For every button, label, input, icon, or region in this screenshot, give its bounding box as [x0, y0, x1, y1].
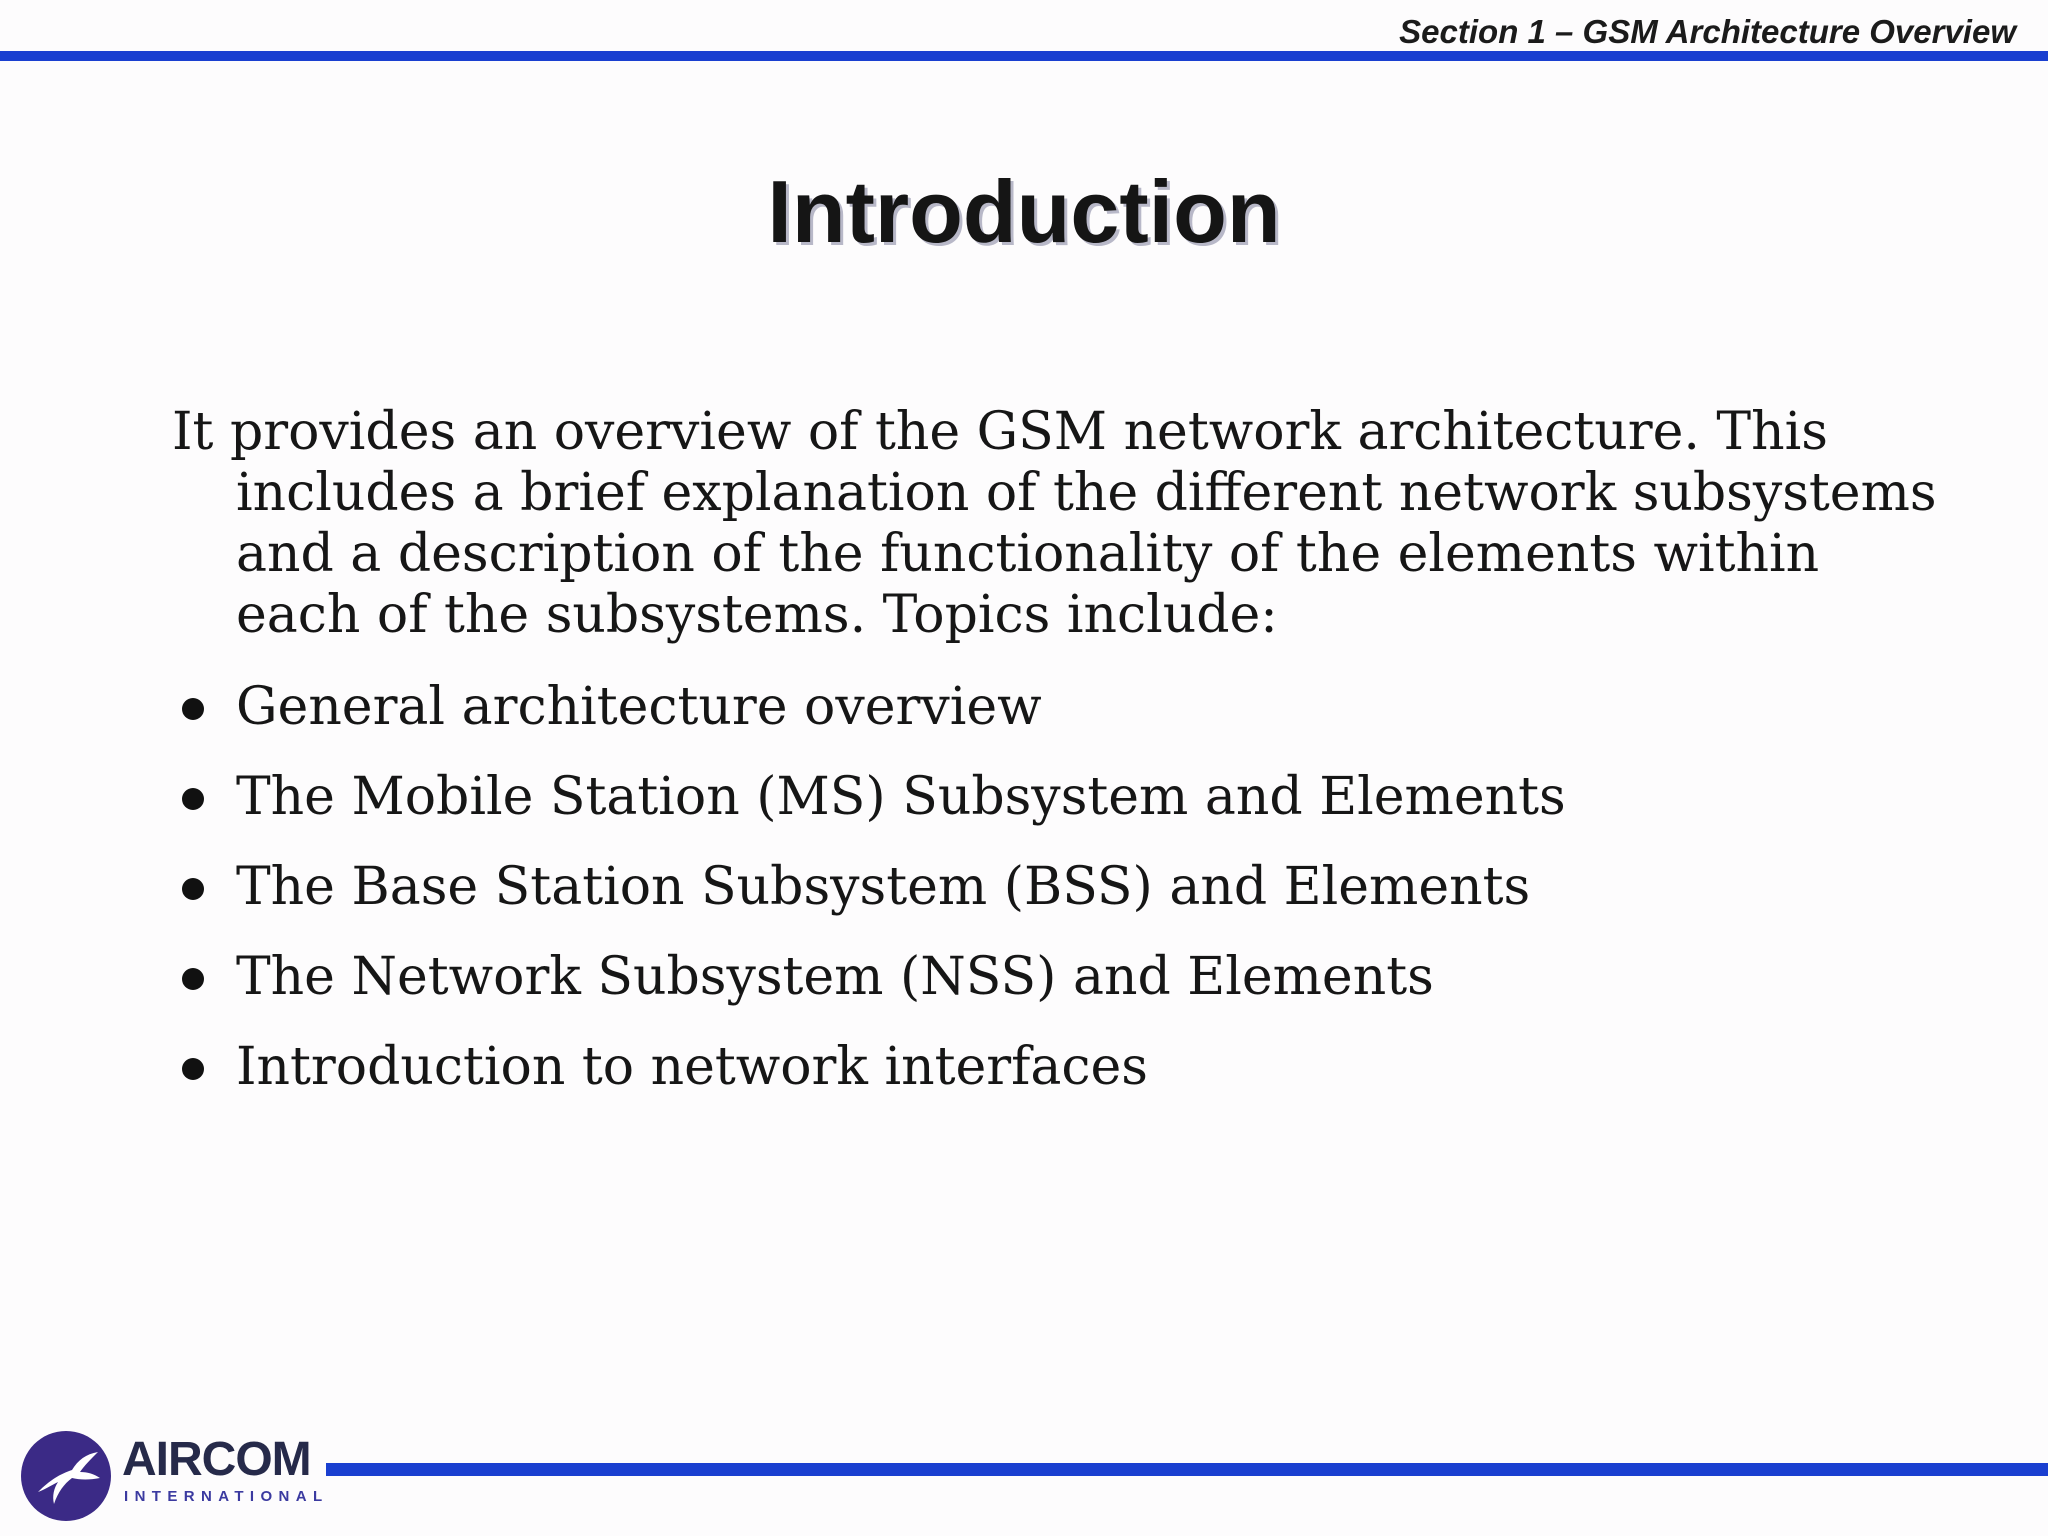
topic-label: The Network Subsystem (NSS) and Elements — [236, 947, 1434, 1007]
topic-label: The Mobile Station (MS) Subsystem and Elements — [236, 767, 1566, 827]
topic-item — [172, 762, 1566, 852]
topic-label: Introduction to network interfaces — [236, 1037, 1148, 1097]
topic-item — [172, 672, 1566, 762]
topics-list — [172, 672, 1566, 1122]
bullet-icon — [182, 788, 204, 810]
footer-divider — [326, 1463, 2048, 1476]
bird-logo-icon — [20, 1430, 112, 1522]
bullet-icon — [182, 878, 204, 900]
topic-item — [172, 852, 1566, 942]
topic-item — [172, 1032, 1566, 1122]
slide-title: Introduction — [767, 162, 1281, 261]
intro-line: It provides an overview of the GSM network architecture. This — [172, 402, 1828, 462]
topic-label: The Base Station Subsystem (BSS) and Elements — [236, 857, 1531, 917]
intro-line: and a description of the functionality of the elements within — [236, 524, 1820, 584]
topic-label: General architecture overview — [236, 677, 1042, 737]
intro-paragraph — [172, 402, 1937, 646]
aircom-logo — [20, 1430, 329, 1526]
intro-line: each of the subsystems. Topics include: — [236, 585, 1278, 645]
logo-subtitle: INTERNATIONAL — [124, 1488, 329, 1505]
intro-line: includes a brief explanation of the different network subsystems — [236, 463, 1937, 523]
bullet-icon — [182, 698, 204, 720]
logo-name: AIRCOM — [122, 1433, 311, 1486]
bullet-icon — [182, 1058, 204, 1080]
topic-item — [172, 942, 1566, 1032]
bullet-icon — [182, 968, 204, 990]
header-divider — [0, 51, 2048, 61]
section-header-title: Section 1 – GSM Architecture Overview — [1399, 13, 2016, 50]
